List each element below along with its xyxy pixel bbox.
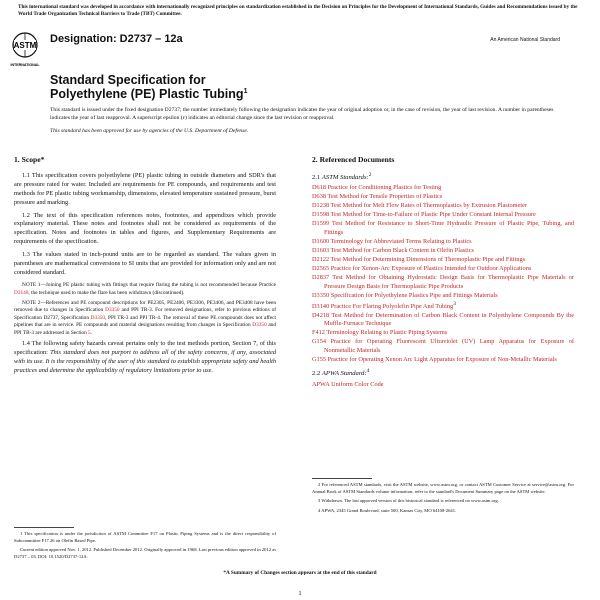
astm-standards-footnote: 2 — [368, 171, 372, 178]
reference-item-d1603[interactable] — [312, 247, 574, 256]
right-column — [312, 155, 574, 390]
reference-item-d1598[interactable] — [312, 211, 574, 220]
reference-code[interactable]: G155 — [312, 356, 326, 364]
astm-standards-number: 2.1 — [312, 173, 322, 181]
note-1-text-a: NOTE 1—Joining PE plastic tubing with fittings that require flaring the tubing is not recommended because Practice — [22, 282, 276, 289]
issuance-note — [50, 106, 570, 139]
footnote-2: 2 For referenced ASTM standards, visit the ASTM website, www.astm.org, or contact ASTM Customer Service at service@astm.org. For Annual Book of ASTM Standards volume information, refer to the standard's Document Summary page on the ASTM website. — [312, 482, 574, 494]
footnote-4: 4 APWA, 2345 Grand Boulevard, suite 500, Kansas City, MO 64108-2641. — [318, 507, 457, 513]
dod-approval: This standard has been approved for use by agencies of the U.S. Department of Defense. — [50, 127, 249, 134]
reference-title[interactable]: Test Method for Determination of Carbon Black Content in Polyethylene Compounds By the Muffle-Furnace Technique — [324, 311, 574, 328]
reference-item-d638[interactable] — [312, 193, 574, 202]
american-national-standard: An American National Standard — [490, 37, 560, 43]
reference-list — [312, 184, 574, 365]
reference-title[interactable]: Test Method for Carbon Black Content in Olefin Plastics — [330, 246, 474, 254]
reference-item-d618[interactable] — [312, 184, 574, 193]
logo-text: ASTM — [13, 41, 37, 50]
reference-title[interactable]: Practice For Flaring Polyolefin Pipe And Tubing — [330, 302, 454, 310]
reference-title[interactable]: Test Method for Tensile Properties of Plastics — [327, 193, 443, 201]
footnotes-right — [312, 482, 574, 518]
reference-title[interactable]: Test Method for Determining Dimensions of Thermoplastic Pipe and Fittings — [330, 255, 526, 263]
note-2-text-e: . — [90, 329, 93, 336]
reference-code[interactable]: D1600 — [312, 237, 330, 245]
reference-item-apwa[interactable] — [312, 381, 574, 390]
reference-code[interactable]: D3350 — [312, 291, 330, 299]
title-line-2 — [50, 87, 247, 101]
reference-code[interactable]: D1603 — [312, 246, 330, 254]
title-line-1: Standard Specification for — [50, 73, 206, 87]
reference-item-d3350[interactable] — [312, 292, 574, 301]
title-footnote-marker: 1 — [243, 88, 248, 96]
astm-standards-text: ASTM Standards: — [321, 173, 369, 181]
footnote-3: 3 Withdrawn. The last approved version of this historical standard is referenced on www.astm.org. — [318, 498, 499, 504]
note-1 — [14, 282, 276, 297]
reference-code[interactable]: D1238 — [312, 202, 330, 210]
note-2-text-d: and PPI TR-3 are addressed in Section — [14, 322, 276, 336]
scope-heading: 1. Scope* — [14, 155, 45, 164]
note-2-link-section-5[interactable]: 5 — [88, 329, 91, 336]
designation: Designation: D2737 – 12a — [50, 33, 183, 45]
note-1-link[interactable]: D3140 — [14, 289, 29, 296]
wto-notice: This international standard was developed in accordance with internationally recognized principles on standardization established in the Decision on Principles for the Development of International Standards, Guides and Recommendations issued by the World Trade Organization Technical Barriers to Trade (TBT) Committee. — [18, 4, 578, 18]
apwa-standard-number: 2.2 — [312, 370, 322, 378]
issuance-text: This standard is issued under the fixed designation D2737; the number immediately following the designation indicates the year of original adoption or, in the case of revision, the year of last revision. A number in parentheses indicates the year of last reapproval. A superscript epsilon (ε) indicates an editorial change since the last revision or reapproval. — [50, 107, 554, 122]
note-1-text-b: , the technique used to make the flare has been withdrawn (discontinued). — [28, 289, 185, 296]
left-column — [14, 155, 276, 380]
scope-1-4-text: 1.4 The following safety hazards caveat pertains only to the test methods portion, Section 7, of this specification: — [14, 339, 276, 356]
reference-title[interactable]: Practice for Operating Fluorescent Ultraviolet (UV) Lamp Apparatus for Exposure of Nonmetallic Materials — [324, 338, 575, 355]
reference-title[interactable]: Terminology for Abbreviated Terms Relating to Plastics — [330, 237, 472, 245]
scope-1-4 — [14, 340, 276, 376]
safety-caveat: This standard does not purport to address all of the safety concerns, if any, associated with its use. It is the responsibility of the user of this standard to establish appropriate safety and health practices and determine the applicability of regulatory limitations prior to use. — [14, 348, 276, 374]
note-2-text-c: , PPI TR-3 and PPI TR-4. The removal of these PE compounds does not affect pipelines that are in service. PE compounds and material designations resulting from changes in Specification — [14, 314, 276, 329]
reference-item-g155[interactable] — [312, 356, 574, 365]
note-2-text-b: and PPI TR-3. For removed designations, refer to previous editions of Specification D2737, Specification — [14, 307, 277, 321]
note-2-text-a: NOTE 2—References and PE compound descriptions for PE2305, PE2406, PE3306, PE3406, and PE3408 have been removed due to changes in Specification — [14, 299, 276, 314]
reference-item-f412[interactable] — [312, 329, 574, 338]
summary-of-changes-note: *A Summary of Changes section appears at the end of this standard — [223, 570, 377, 576]
reference-title[interactable]: Specification for Polyethylene Plastics Pipe and Fittings Materials — [330, 291, 498, 299]
astm-logo-icon — [10, 30, 40, 70]
reference-title[interactable]: Practice for Operating Xenon Arc Light Apparatus for Exposure of Non-Metallic Materials — [327, 356, 557, 364]
footnote-divider-right — [312, 478, 372, 479]
reference-code[interactable]: APWA — [312, 380, 330, 388]
reference-code[interactable]: D638 — [312, 193, 326, 201]
scope-1-2: 1.2 The text of this specification references notes, footnotes, and appendixes which provide explanatory material. These notes and footnotes shall not be considered as requirements of the specification. Notes and footnotes in tables and figures, and Supplementary Requirements are requirements of the specification. — [14, 211, 276, 246]
reference-item-g154[interactable] — [312, 338, 574, 356]
scope-1-3: 1.3 The values stated in inch-pound units are to be regarded as standard. The values given in parentheses are mathematical conversions to SI units that are provided for information only and are not considered standard. — [14, 251, 276, 277]
footnotes-left — [14, 531, 276, 564]
reference-item-d2565[interactable] — [312, 265, 574, 274]
reference-item-d1238[interactable] — [312, 202, 574, 211]
apwa-standard-label — [312, 368, 574, 379]
reference-title[interactable]: Test Method for Resistance to Short-Time Hydraulic Pressure of Plastic Pipe, Tubing, and Fittings — [324, 220, 574, 237]
reference-item-d1599[interactable] — [312, 220, 574, 238]
footnote-divider-left — [14, 527, 74, 528]
astm-standards-label — [312, 172, 574, 183]
reference-title[interactable]: Test Method for Melt Flow Rates of Thermoplastics by Extrusion Plastometer — [330, 202, 527, 210]
reference-code[interactable]: D1599 — [312, 220, 330, 228]
reference-code[interactable]: D618 — [312, 184, 326, 192]
apwa-standard-footnote: 4 — [366, 368, 370, 375]
page-number: 1 — [298, 590, 302, 597]
reference-code[interactable]: D2122 — [312, 255, 330, 263]
reference-item-d3140[interactable] — [312, 301, 574, 312]
reference-item-d1600[interactable] — [312, 238, 574, 247]
reference-title[interactable]: Test Method for Obtaining Hydrostatic Design Basis for Thermoplastic Pipe Materials or Pressure Design Basis for Thermoplastic Pipe Products — [324, 273, 575, 290]
reference-item-d4218[interactable] — [312, 312, 574, 330]
reference-item-d2837[interactable] — [312, 274, 574, 292]
reference-title[interactable]: Practice for Conditioning Plastics for Testing — [327, 184, 442, 192]
reference-code[interactable]: G154 — [312, 338, 326, 346]
apwa-standard-text: APWA Standard: — [321, 370, 367, 378]
note-2-link-d3350-3[interactable]: D3350 — [252, 322, 267, 329]
footnote-edition: Current edition approved Nov. 1, 2012. Published December 2012. Originally approved in 1968. Last previous edition approved in 2012 as D2737 – 03. DOI: 10.1520/D2737-12A. — [14, 547, 276, 559]
document-title — [50, 73, 247, 102]
reference-code[interactable]: D4218 — [312, 311, 330, 319]
reference-footnote-marker: 3 — [453, 300, 456, 307]
reference-title[interactable]: Uniform Color Code — [331, 380, 384, 388]
reference-code[interactable]: D2565 — [312, 264, 330, 272]
note-2 — [14, 300, 276, 337]
title-line-2-text: Polyethylene (PE) Plastic Tubing — [50, 87, 244, 102]
reference-code[interactable]: F412 — [312, 329, 325, 337]
note-2-link-d3350-2[interactable]: D3350 — [90, 314, 106, 321]
scope-1-1: 1.1 This specification covers polyethylene (PE) plastic tubing in outside diameters and SDR's that are pressure rated for water. Included are requirements for PE compounds, and requirements and test methods for PE plastic tubing workmanship, dimensions, elevated temperature sustained pressure, burst pressure and marking. — [14, 171, 276, 206]
references-heading: 2. Referenced Documents — [312, 155, 395, 164]
note-2-link-d3350-1[interactable]: D3350 — [105, 307, 120, 314]
reference-code[interactable]: D2837 — [312, 273, 330, 281]
reference-code[interactable]: D3140 — [312, 302, 330, 310]
footnote-1: 1 This specification is under the jurisdiction of ASTM Committee F17 on Plastic Piping Systems and is the direct responsibility of Subcommittee F17.26 on Olefin Based Pipe. — [14, 531, 276, 543]
logo-subtext: INTERNATIONAL — [10, 63, 40, 67]
reference-item-d2122[interactable] — [312, 256, 574, 265]
reference-code[interactable]: D1598 — [312, 211, 330, 219]
reference-title[interactable]: Terminology Relating to Plastic Piping Systems — [326, 329, 448, 337]
reference-title[interactable]: Practice for Xenon-Arc Exposure of Plastics Intended for Outdoor Applications — [330, 264, 532, 272]
reference-title[interactable]: Test Method for Time-to-Failure of Plastic Pipe Under Constant Internal Pressure — [330, 211, 536, 219]
